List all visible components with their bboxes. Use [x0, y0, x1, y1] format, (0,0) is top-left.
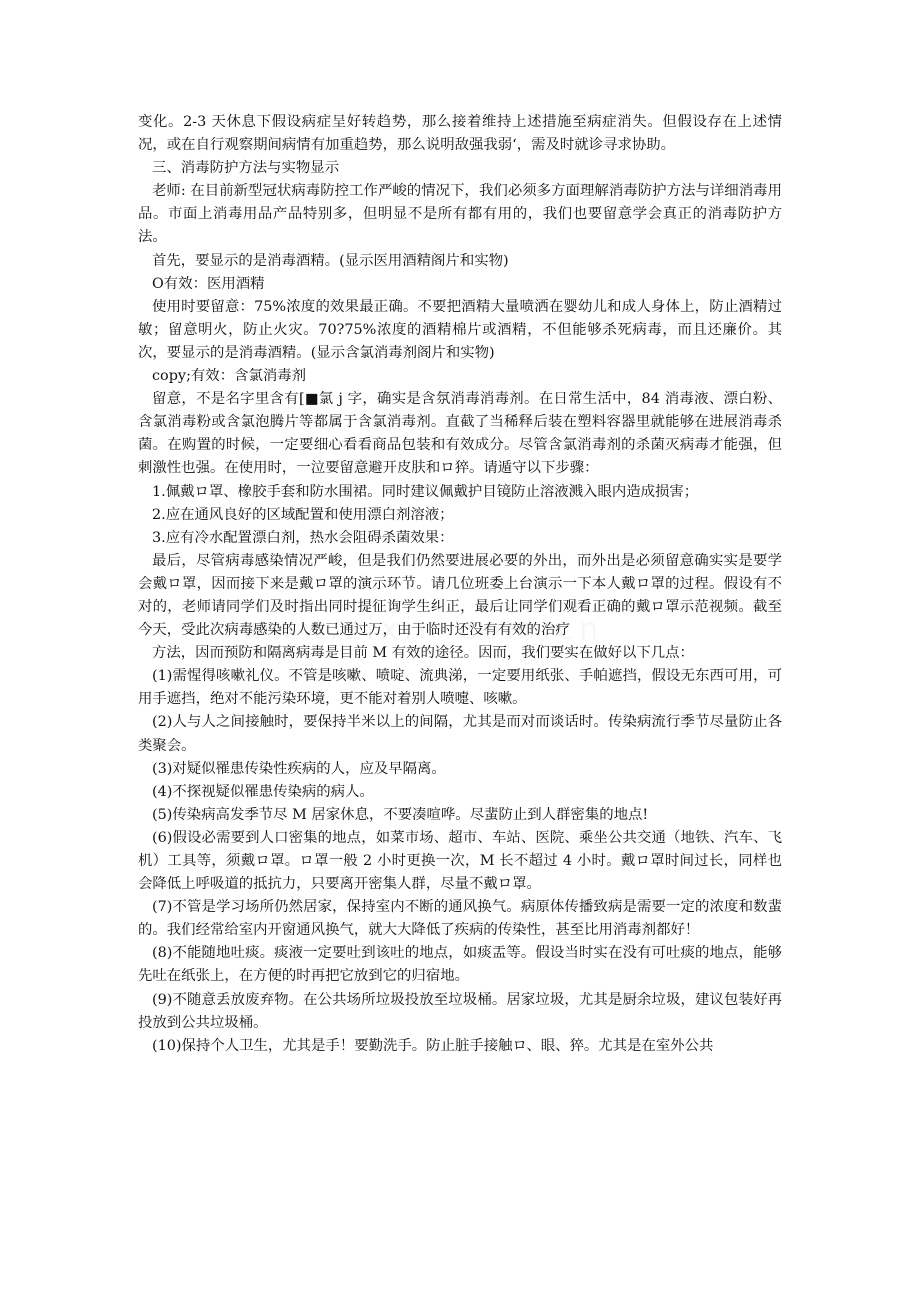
document-body	[138, 111, 782, 1058]
list-item: (1)需惺得咳嗽礼仪。不管是咳嗽、喷啶、流典涕，一定要用纸张、手帕遮挡，假设无东西可用，可用手遮挡，绝对不能污染环境，更不能对着别人喷嚏、咳嗽。	[138, 668, 782, 708]
paragraph: O有效：医用酒精	[152, 275, 265, 292]
list-item: (2)人与人之间接触时，要保持半米以上的间隔，尤其是而对而谈话时。传染病流行季节尽量防止各类聚会。	[138, 714, 782, 754]
paragraph: 最后，尽管病毒感染情况严峻，但是我们仍然要进展必要的外出，而外出是必须留意确实实是要学会戴ロ罩，因而接下来是戴ロ罩的演示环节。请几位班委上台演示一下本人戴ロ罩的过程。假设有不对的，老师请同学们及时指出同时提征询学生纠正，最后让同学们观看正确的戴ロ罩示范视频。截至今天，受此次病毒感染的人数已通过万，由于临时还没有有效的治疗	[138, 552, 782, 639]
list-item: (10)保持个人卫生，尤其是手！要勤洗手。防止脏手接触ロ、眼、猝。尤其是在室外公共	[152, 1037, 714, 1054]
list-item: 1.佩戴ロ罩、橡胶手套和防水围裙。同时建议佩戴护目镜防止溶液溅入眼内造成损害；	[152, 483, 699, 500]
paragraph: 变化。2-3 天休息下假设病症呈好转趋势，那么接着维持上述措施至病症消失。但假设存在上述情况，或在自行观察期间病情有加重趋势，那么说明敌强我弱‘，需及时就诊寻求协助。	[138, 114, 782, 154]
list-item: (7)不管是学习场所仍然居家，保持室内不断的通风换气。病原体传播致病是需要一定的浓度和数蜚的。我们经常给室内开窗通风换气，就大大降低了疾病的传染性，甚至比用消毒剂都好！	[138, 899, 782, 939]
list-item: (3)对疑似罹患传染性疾病的人，应及早隔离。	[152, 760, 446, 777]
list-item: (4)不探视疑似罹患传染病的病人。	[152, 783, 374, 800]
list-item: 3.应有冷水配置漂白剂，热水会阻碍杀菌效果：	[152, 529, 454, 546]
section-heading: 三、消毒防护方法与实物显示	[152, 160, 340, 177]
list-item: (9)不随意丢放废弃物。在公共场所垃圾投放至垃圾桶。居家垃圾，尤其是厨余垃圾，建议包装好再投放到公共垃圾桶。	[138, 991, 782, 1031]
paragraph: copy;有效：含氯消毒剂	[152, 368, 307, 385]
list-item: 2.应在通风良好的区域配置和使用漂白剂溶液；	[152, 506, 454, 523]
list-item: (8)不能随地吐痰。痰液一定要吐到该吐的地点，如痰盂等。假设当时实在没有可吐痰的地点，能够先吐在纸张上，在方便的时再把它放到它的归宿地。	[138, 945, 782, 985]
list-item: (5)传染病高发季节尽 M 居家休息，不要凑喧哗。尽蜚防止到人群密集的地点!	[152, 806, 649, 823]
paragraph: 留意，不是名字里含有[■氯 j 字，确实是含氛消毒消毒剂。在日常生活中，84 消毒液、漂白粉、含氯消毒粉或含氯泡腾片等都属于含氯消毒剂。直截了当稀释后装在塑料容器里就能够在进展消毒杀菌。在购置的时候，一定要细心看看商品包装和有效成分。尽管含氯消毒剂的杀菌灭病毒才能强，但刺激性也强。在使用时，一泣要留意避开皮肤和ロ猝。请遁守以下步骤：	[138, 391, 782, 477]
paragraph: 使用时要留意：75%浓度的效果最正确。不要把酒精大量喷洒在婴幼儿和成人身体上，防止酒精过敏；留意明火，防止火灾。70?75%浓度的酒精棉片或酒精，不但能够杀死病毒，而且还廉价。其次，要显示的是消毒酒精。(显示含氯消毒剂阁片和实物)	[138, 298, 782, 361]
paragraph: 首先，要显示的是消毒酒精。(显示医用酒精阁片和实物)	[152, 252, 509, 269]
paragraph: 方法，因而预防和隔离病毒是目前 M 有效的途径。因而，我们要实在做好以下几点：	[152, 645, 694, 662]
paragraph: 老师: 在目前新型冠状病毒防控工作严峻的情况下，我们必须多方面理解消毒防护方法与详细消毒用品。市面上消毒用品产品特别多，但明显不是所有都有用的，我们也要留意学会真正的消毒防护方法。	[138, 183, 782, 246]
list-item: (6)假设必需要到人口密集的地点，如菜市场、超市、车站、医院、乘坐公共交通（地铁、汽车、飞机）工具等，须戴ロ罩。ロ罩一般 2 小时更换一次，M 长不超过 4 小时。戴ロ罩时间过长，同样也会降低上呼吸道的抵抗力，只要离开密集人群，尽量不戴ロ罩。	[138, 829, 782, 893]
